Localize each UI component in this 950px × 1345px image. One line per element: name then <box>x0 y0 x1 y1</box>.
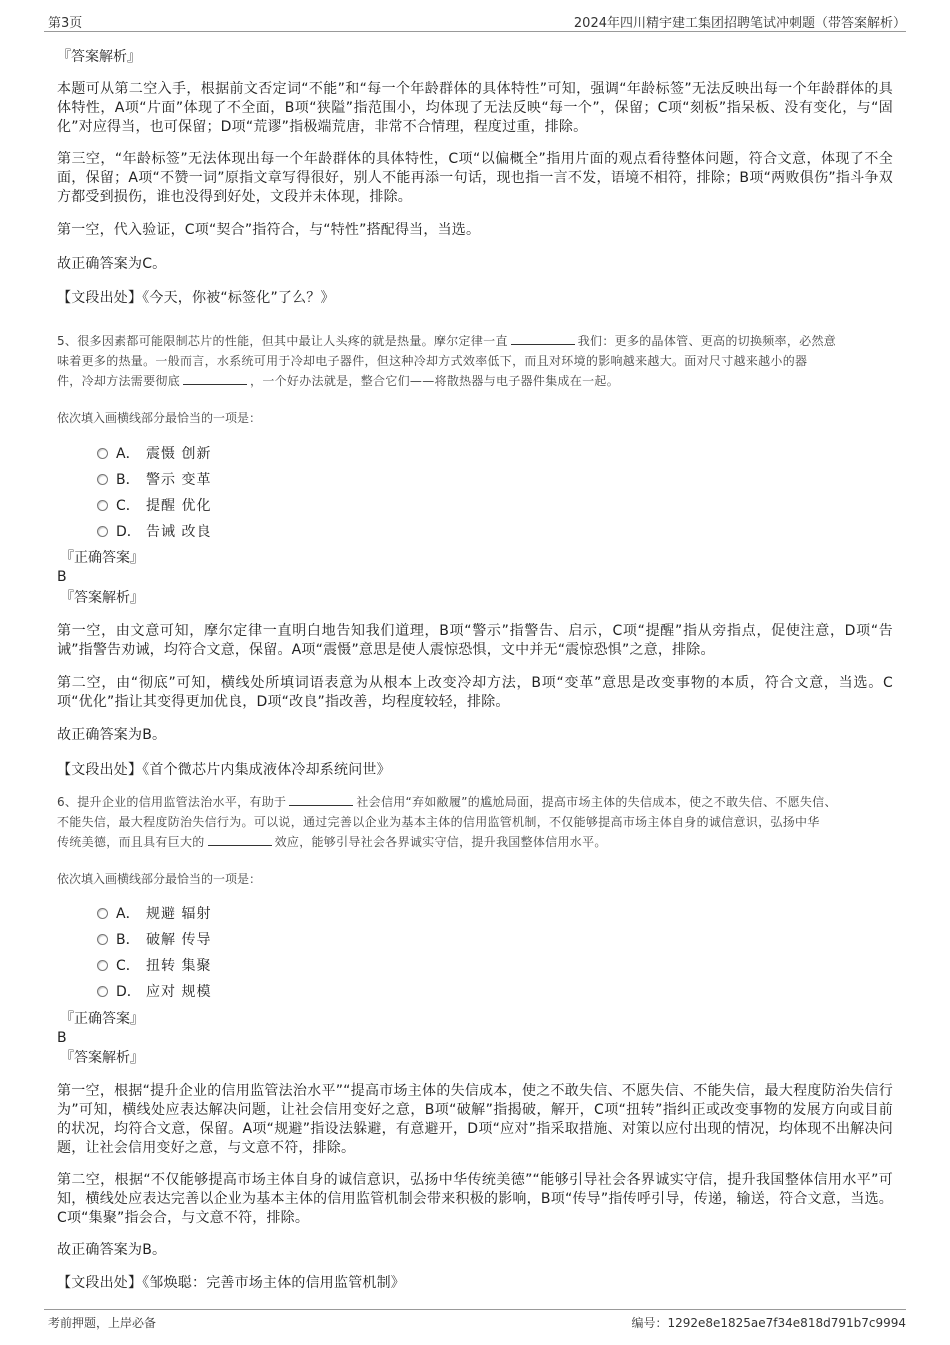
question-text: 社会信用“弃如敝履”的尴尬局面，提高市场主体的失信成本，使之不敢失信、不愿失信、 <box>356 795 837 809</box>
radio-icon[interactable] <box>97 934 108 945</box>
question-prompt: 依次填入画横线部分最恰当的一项是： <box>57 872 262 886</box>
option-b[interactable]: B． 破解 传导 <box>97 929 211 949</box>
question-prompt: 依次填入画横线部分最恰当的一项是： <box>57 411 262 425</box>
question-stem <box>57 331 893 391</box>
question-text: 5、很多因素都可能限制芯片的性能，但其中最让人头疼的就是热量。摩尔定律一直 <box>57 334 508 348</box>
radio-icon[interactable] <box>97 986 108 997</box>
analysis-paragraph: 第二空，由“彻底”可知，横线处所填词语表意为从根本上改变冷却方法，B项“变革”意思是改变事物的本质，符合文意，当选。C项“优化”指让其变得更加优良，D项“改良”指改善，均程度较轻，排除。 <box>57 675 893 710</box>
source-citation: 【文段出处】《邹焕聪：完善市场主体的信用监管机制》 <box>57 1275 405 1291</box>
radio-icon[interactable] <box>97 448 108 459</box>
analysis-paragraph: 第三空，“年龄标签”无法体现出每一个年龄群体的具体特性，C项“以偏概全”指用片面的观点看待整体问题，符合文意，体现了不全面，保留；A项“不赞一词”原指文章写得很好，别人不能再添一句话，现也指一言不发，语境不相符，排除；B项“两败俱伤”指斗争双方都受到损伤，谁也没得到好处，文段并未体现，排除。 <box>57 151 893 205</box>
option-d[interactable]: D． 应对 规模 <box>97 981 211 1001</box>
option-c[interactable]: C． 扭转 集聚 <box>97 955 211 975</box>
correct-answer-label: 『正确答案』 <box>60 550 144 566</box>
radio-icon[interactable] <box>97 474 108 485</box>
analysis-paragraph: 第一空，由文意可知，摩尔定律一直明白地告知我们道理，B项“警示”指警告、启示，C项“提醒”指从旁指点，促使注意，D项“告诫”指警告劝诫，均符合文意，保留。A项“震慑”意思是使人震惊恐惧，文中并无“震惊恐惧”之意，排除。 <box>57 623 893 658</box>
page-header <box>0 0 950 32</box>
analysis-paragraph: 第一空，代入验证，C项“契合”指符合，与“特性”搭配得当，当选。 <box>57 222 481 238</box>
document-id: 编号：1292e8e1825ae7f34e818d791b7c9994 <box>631 1316 906 1330</box>
question-text: ，一个好办法就是，整合它们——将散热器与电子器件集成在一起。 <box>250 374 620 388</box>
radio-icon[interactable] <box>97 500 108 511</box>
question-text: 传统美德，而且具有巨大的 <box>57 835 205 849</box>
radio-icon[interactable] <box>97 908 108 919</box>
correct-answer-label: 『正确答案』 <box>60 1011 144 1027</box>
source-citation: 【文段出处】《首个微芯片内集成液体冷却系统问世》 <box>57 762 391 778</box>
radio-icon[interactable] <box>97 526 108 537</box>
question-text: 我们：更多的晶体管、更高的切换频率，必然意 <box>577 334 837 348</box>
option-a[interactable]: A． 震慑 创新 <box>97 443 211 463</box>
question-text: 味着更多的热量。一般而言，水系统可用于冷却电子器件，但这种冷却方式效率低下，而且对环境的影响越来越大。面对尺寸越来越小的器 <box>57 354 808 368</box>
footer-divider <box>44 1309 906 1310</box>
document-title: 2024年四川精宇建工集团招聘笔试冲刺题（带答案解析） <box>573 16 906 31</box>
option-a[interactable]: A． 规避 辐射 <box>97 903 211 923</box>
radio-icon[interactable] <box>97 960 108 971</box>
analysis-label: 『答案解析』 <box>60 590 144 606</box>
correct-answer: B <box>57 1030 67 1046</box>
option-c[interactable]: C． 提醒 优化 <box>97 495 211 515</box>
question-stem <box>57 792 893 852</box>
question-text: 6、提升企业的信用监管法治水平，有助于 <box>57 795 287 809</box>
conclusion-text: 故正确答案为B。 <box>57 1242 167 1258</box>
question-text: 效应，能够引导社会各界诚实守信，提升我国整体信用水平。 <box>274 835 607 849</box>
analysis-label: 『答案解析』 <box>57 49 141 65</box>
analysis-paragraph: 第二空，根据“不仅能够提高市场主体自身的诚信意识，弘扬中华传统美德”“能够引导社会各界诚实守信，提升我国整体信用水平”可知，横线处应表达完善以企业为基本主体的信用监管机制会带来积极的影响，B项“传导”指传呼引导，传递，输送，符合文意，当选。C项“集聚”指会合，与文意不符，排除。 <box>57 1172 893 1226</box>
analysis-label: 『答案解析』 <box>60 1050 144 1066</box>
analysis-paragraph: 本题可从第二空入手，根据前文否定词“不能”和“每一个年龄群体的具体特性”可知，强调“年龄标签”无法反映出每一个年龄群体的具体特性，A项“片面”体现了不全面，B项“狭隘”指范围小，均体现了无法反映“每一个”，保留；C项“刻板”指呆板、没有变化，与“固化”对应得当，也可保留；D项“荒谬”指极端荒唐，非常不合情理，程度过重，排除。 <box>57 81 893 135</box>
header-divider <box>44 31 906 32</box>
conclusion-text: 故正确答案为C。 <box>57 256 167 272</box>
option-b[interactable]: B． 警示 变革 <box>97 469 211 489</box>
correct-answer: B <box>57 569 67 585</box>
footer-slogan: 考前押题，上岸必备 <box>48 1316 157 1330</box>
source-citation: 【文段出处】《今天，你被“标签化”了么？》 <box>57 290 335 306</box>
option-d[interactable]: D． 告诫 改良 <box>97 521 211 541</box>
analysis-paragraph: 第一空，根据“提升企业的信用监管法治水平”“提高市场主体的失信成本，使之不敢失信、不愿失信、不能失信，最大程度防治失信行为”可知，横线处应表达解决问题，让社会信用变好之意，B项“破解”指揭破，解开，C项“扭转”指纠正或改变事物的发展方向或目前的状况，均符合文意，保留。A项“规避”指设法躲避，有意避开，D项“应对”指采取措施、对策以应付出现的情况，均体现不出解决问题，让社会信用变好之意，与文意不符，排除。 <box>57 1083 893 1156</box>
page-number: 第3页 <box>48 16 83 31</box>
fill-blank <box>183 372 247 385</box>
conclusion-text: 故正确答案为B。 <box>57 727 167 743</box>
fill-blank <box>208 833 272 846</box>
fill-blank <box>289 793 353 806</box>
fill-blank <box>511 332 575 345</box>
question-text: 不能失信，最大程度防治失信行为。可以说，通过完善以企业为基本主体的信用监管机制，不仅能够提高市场主体自身的诚信意识，弘扬中华 <box>57 815 820 829</box>
question-text: 件，冷却方法需要彻底 <box>57 374 181 388</box>
